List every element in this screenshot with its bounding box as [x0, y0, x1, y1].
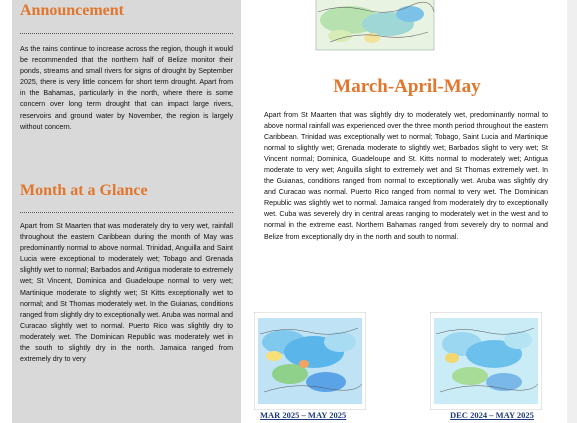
- month-at-a-glance-text: Apart from St Maarten that was moderately dry to very wet, rainfall throughout the eastern Caribbean during the month of May was predominantly normal to above normal. Trinidad, Anguilla and Saint Lucia were exceptional to moderately wet; Tobago and Grenada slightly wet to normal; Barbados and Antigua moderate to extremely wet; St Vincent, Dominica and Guadeloupe normal to very wet; Martinique moderate to slightly wet; St Kitts exceptionally wet to normal; and St Thomas moderately wet. In the Guianas, conditions ranged from slightly dry to exceptionally wet. Aruba was normal and Curacao slightly wet to normal. Puerto Rico was slightly dry to moderately wet. The Dominican Republic was moderately wet in the south to slightly dry in the north. Jamaica ranged from extremely dry to very: [20, 222, 233, 364]
- seasonal-map-image-top: [310, 0, 438, 56]
- main-column: [252, 0, 562, 423]
- announcement-text: As the rains continue to increase across the region, though it would be recommended that the northern half of Belize monitor their ponds, streams and small rivers for signs of drought by September 2025, there is very little concern for short term drought. Apart from in the Bahamas, particularly in the north, where there is some concern over long term drought that can impact large rivers, reservoirs and ground water by November, the region is largely without concern.: [20, 45, 233, 131]
- section-body-text: Apart from St Maarten that was slightly dry to moderately wet, predominantly normal to above normal rainfall was experienced over the three month period throughout the eastern Caribbean. Trinidad was exceptionally wet to normal; Tobago, Saint Lucia and Martinique normal to slightly wet; Grenada moderate to slightly wet; Barbados slight to very wet; St Vincent normal; Dominica, Guadeloupe and St. Kitts normal to moderately wet; Antigua moderate to very wet; Anguilla slight to extremely wet and St Thomas extremely wet. In the Guianas, conditions ranged from normal to exceptionally wet. Aruba was slightly dry and Curacao was normal. Puerto Rico ranged from normal to very wet. The Dominican Republic was slightly wet to normal. Jamaica ranged from moderately dry to exceptionally wet. Cuba was severely dry in central areas ranging to moderately wet in the west and to normal in the extreme east. Northern Bahamas ranged from severely dry to normal and Belize from exceptionally dry in the north and south to normal.: [264, 111, 548, 241]
- map-caption-left: MAR 2025 – MAY 2025: [260, 410, 347, 420]
- month-at-a-glance-heading: Month at a Glance: [20, 182, 148, 199]
- map-mar-may-2025: [254, 312, 366, 410]
- announcement-heading: Announcement: [20, 2, 125, 19]
- sidebar: [12, 0, 241, 423]
- map-caption-right: DEC 2024 – MAY 2025: [450, 410, 534, 420]
- map-dec-2024-may-2025: [430, 312, 542, 410]
- section-title: March-April-May: [333, 76, 481, 97]
- page-edge: [567, 0, 577, 423]
- announcement-divider: [20, 33, 233, 34]
- glance-divider: [20, 212, 233, 213]
